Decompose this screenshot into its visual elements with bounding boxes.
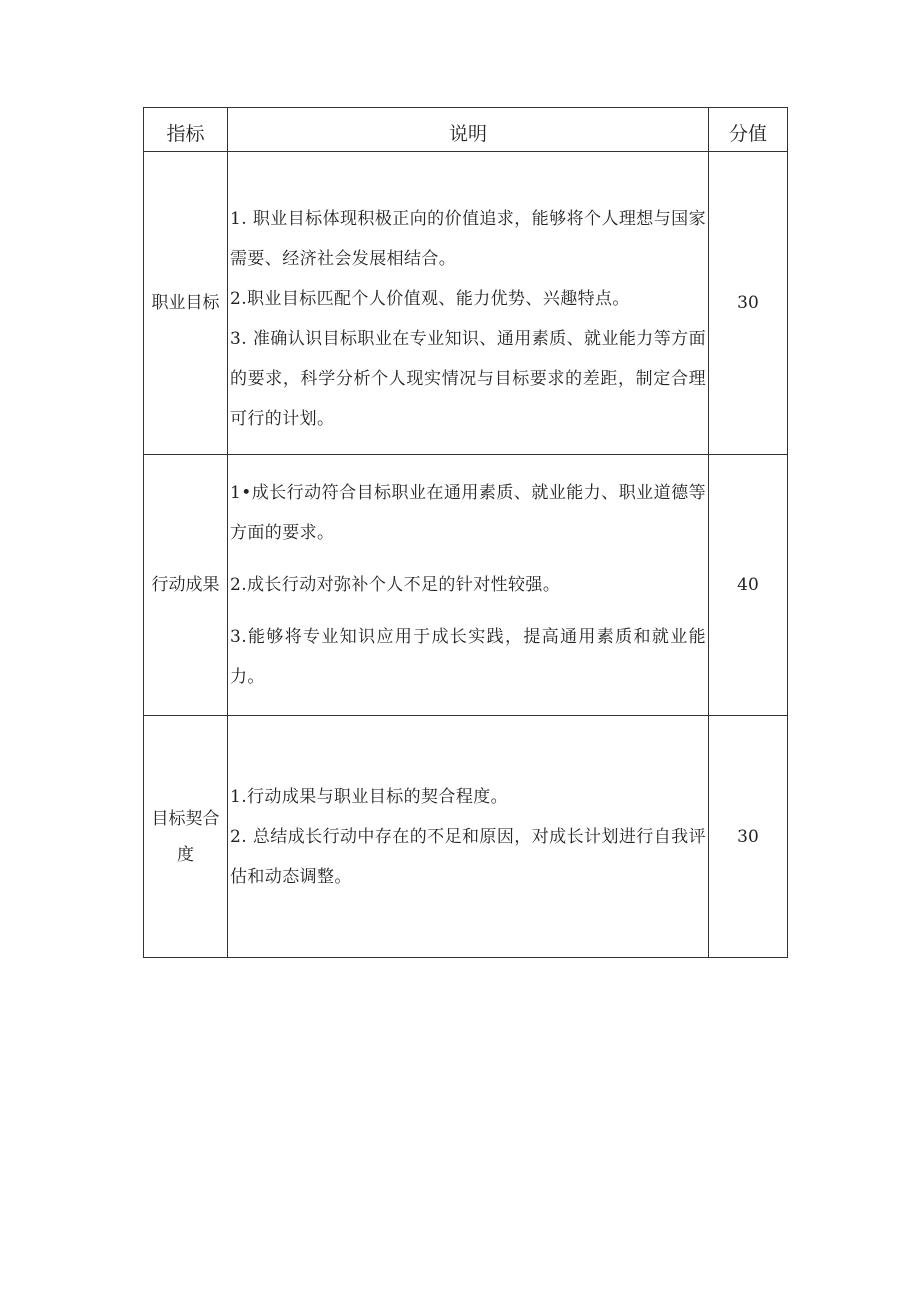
description-item: 1.行动成果与职业目标的契合程度。 (230, 786, 509, 807)
evaluation-table (143, 107, 788, 958)
indicator-cell: 行动成果 (144, 455, 228, 716)
indicator-cell: 目标契合度 (144, 716, 228, 958)
score-cell: 30 (709, 152, 788, 455)
header-indicator: 指标 (144, 108, 228, 152)
table-row (144, 152, 788, 455)
description-item: 2.职业目标匹配个人价值观、能力优势、兴趣特点。 (230, 289, 630, 309)
indicator-cell: 职业目标 (144, 152, 228, 455)
description-item: 2.成长行动对弥补个人不足的针对性较强。 (230, 575, 561, 595)
header-score: 分值 (709, 108, 788, 152)
table-header-row (144, 108, 788, 152)
table-row (144, 455, 788, 716)
table-row (144, 716, 788, 958)
description-item: 3. 准确认识目标职业在专业知识、通用素质、就业能力等方面的要求，科学分析个人现实情况与目标要求的差距，制定合理可行的计划。 (230, 329, 706, 429)
description-item: 2. 总结成长行动中存在的不足和原因，对成长计划进行自我评估和动态调整。 (230, 826, 706, 887)
description-item: 1•成长行动符合目标职业在通用素质、就业能力、职业道德等方面的要求。 (230, 483, 706, 543)
description-item: 3.能够将专业知识应用于成长实践，提高通用素质和就业能力。 (230, 627, 706, 687)
header-description: 说明 (228, 108, 709, 152)
description-cell (228, 455, 709, 716)
description-cell (228, 716, 709, 958)
description-cell (228, 152, 709, 455)
score-cell: 40 (709, 455, 788, 716)
description-item: 1. 职业目标体现积极正向的价值追求，能够将个人理想与国家需要、经济社会发展相结合。 (230, 209, 706, 269)
score-cell: 30 (709, 716, 788, 958)
